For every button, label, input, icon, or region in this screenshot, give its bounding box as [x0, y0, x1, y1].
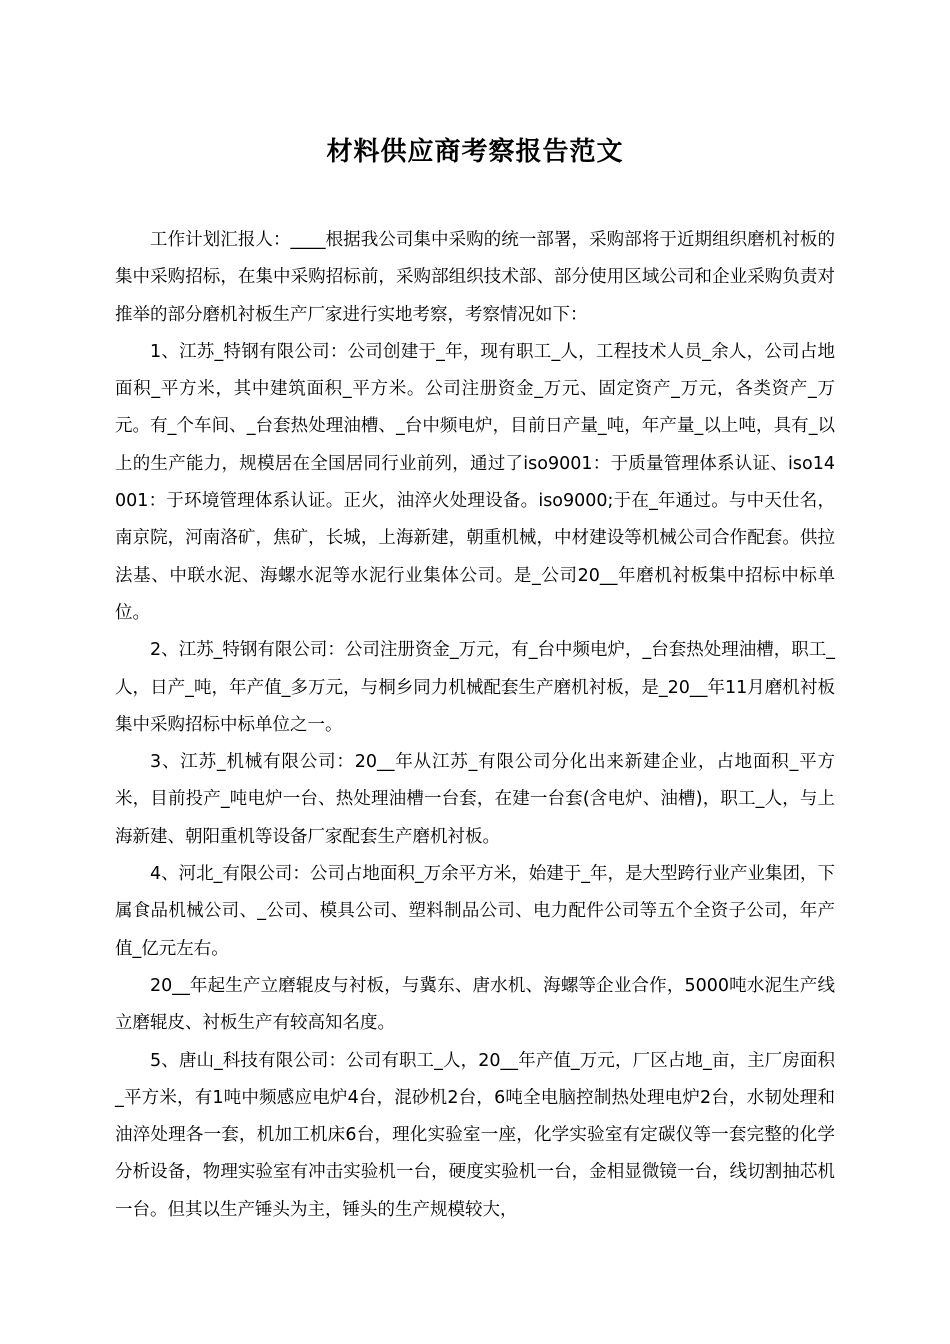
paragraph-supplier-4: 4、河北_有限公司：公司占地面积_万余平方米，始建于_年，是大型跨行业产业集团，下属食品机械公司、_公司、模具公司、塑料制品公司、电力配件公司等五个全资子公司，年产值_亿元左右。 [115, 864, 835, 959]
paragraph-supplier-1: 1、江苏_特钢有限公司：公司创建于_年，现有职工_人，工程技术人员_余人，公司占地面积_平方米，其中建筑面积_平方米。公司注册资金_万元、固定资产_万元，各类资产_万元。有_个车间、_台套热处理油槽、_台中频电炉，目前日产量_吨，年产量_以上吨，具有_以上的生产能力，规模居在全国居同行业前列，通过了iso9001：于质量管理体系认证、iso14001：于环境管理体系认证。正火，油淬火处理设备。iso9000;于在_年通过。与中天仕名，南京院，河南洛矿，焦矿，长城，上海新建，朝重机械，中材建设等机械公司合作配套。供拉法基、中联水泥、海螺水泥等水泥行业集体公司。是_公司20__年磨机衬板集中招标中标单位。 [115, 341, 835, 623]
paragraph-supplier-3: 3、江苏_机械有限公司：20__年从江苏_有限公司分化出来新建企业，占地面积_平方米，目前投产_吨电炉一台、热处理油槽一台套，在建一台套(含电炉、油槽)，职工_人，与上海新建、朝阳重机等设备厂家配套生产磨机衬板。 [115, 752, 835, 847]
paragraph-supplier-5: 5、唐山_科技有限公司：公司有职工_人，20__年产值_万元，厂区占地_亩，主厂房面积_平方米，有1吨中频感应电炉4台，混砂机2台，6吨全电脑控制热处理电炉2台，水韧处理和油淬处理各一套，机加工机床6台，理化实验室一座，化学实验室有定碳仪等一套完整的化学分析设备，物理实验室有冲击实验机一台，硬度实验机一台，金相显微镜一台，线切割抽芯机一台。但其以生产锤头为主，锤头的生产规模较大， [115, 1050, 835, 1220]
paragraph-intro: 工作计划汇报人：____根据我公司集中采购的统一部署，采购部将于近期组织磨机衬板的集中采购招标，在集中采购招标前，采购部组织技术部、部分使用区域公司和企业采购负责对推举的部分磨机衬板生产厂家进行实地考察，考察情况如下： [115, 230, 835, 325]
document-title: 材料供应商考察报告范文 [326, 137, 624, 167]
paragraph-supplier-4-continued: 20__年起生产立磨辊皮与衬板，与冀东、唐水机、海螺等企业合作，5000吨水泥生产线立磨辊皮、衬板生产有较高知名度。 [115, 975, 835, 1034]
document-body [115, 222, 835, 1229]
paragraph-supplier-2: 2、江苏_特钢有限公司：公司注册资金_万元，有_台中频电炉，_台套热处理油槽，职工_人，日产_吨，年产值_多万元，与桐乡同力机械配套生产磨机衬板，是_20__年11月磨机衬板集中采购招标中标单位之一。 [115, 640, 835, 735]
